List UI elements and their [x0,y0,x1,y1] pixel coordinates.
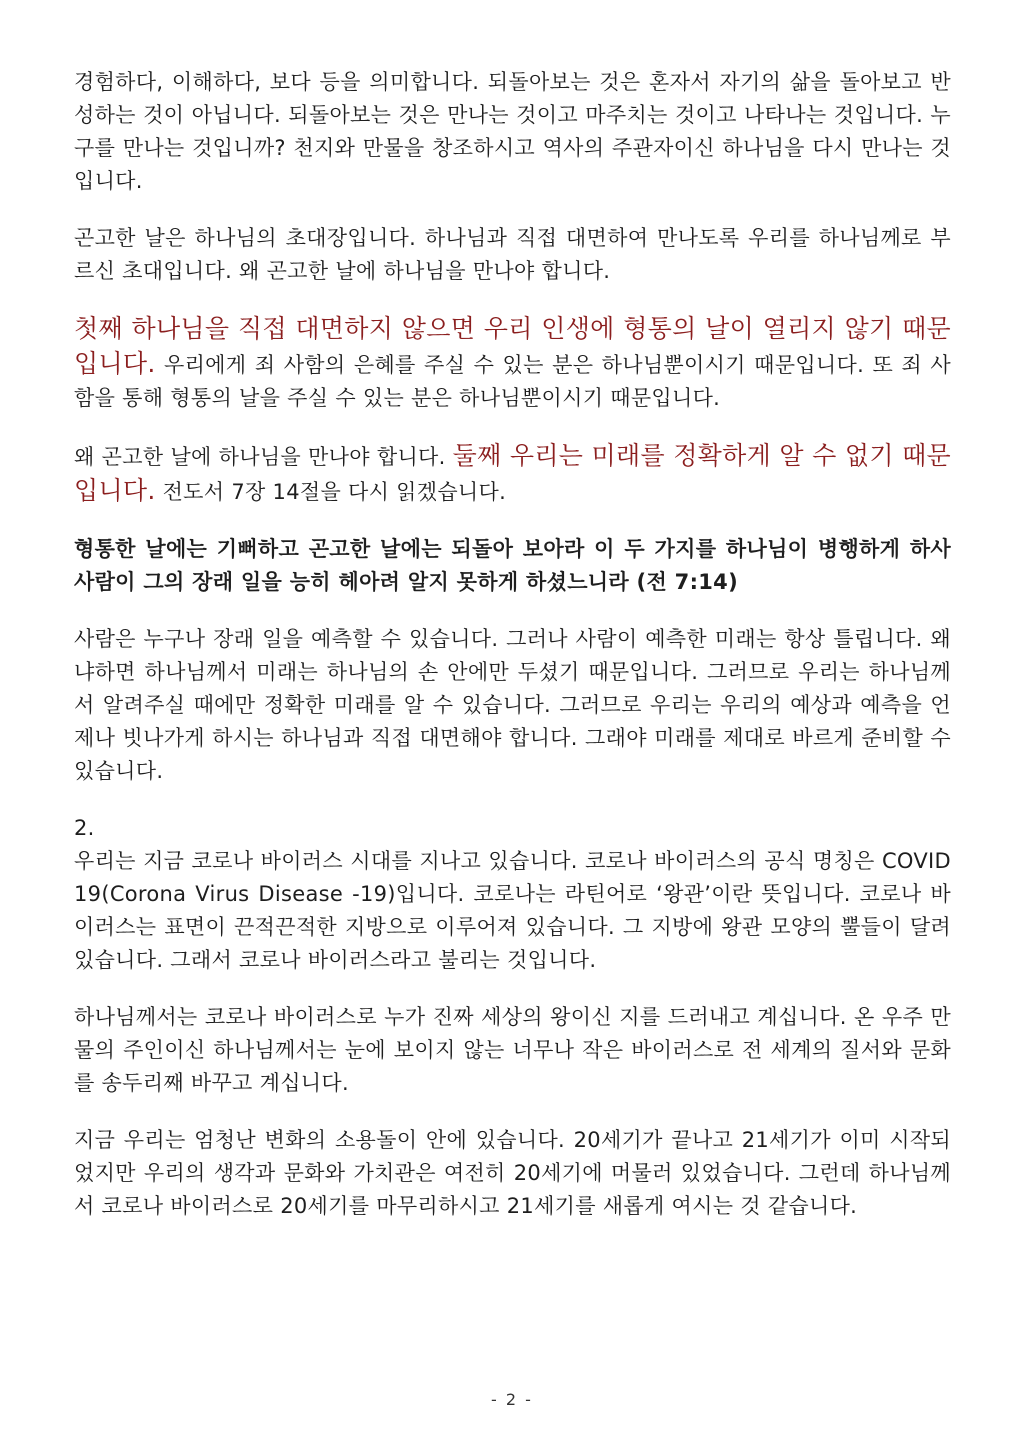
section-number: 2. [74,816,95,840]
page-body [74,66,951,1247]
paragraph-6: 우리는 지금 코로나 바이러스 시대를 지나고 있습니다. 코로나 바이러스의 공식 명칭은 COVID 19(Corona Virus Disease -19)입니다. 코로나는 라틴어로 ‘왕관’이란 뜻입니다. 코로나 바이러스는 표면이 끈적끈적한 지방으로 이루어져 있습니다. 그 지방에 왕관 모양의 뿔들이 달려있습니다. 그래서 코로나 바이러스라고 불리는 것입니다. [74,849,951,972]
emphasis-first-reason: 첫째 하나님을 직접 대면하지 않으면 우리 인생에 형통의 날이 열리지 않기 때문입니다. [74,314,951,378]
paragraph-8: 지금 우리는 엄청난 변화의 소용돌이 안에 있습니다. 20세기가 끝나고 21세기가 이미 시작되었지만 우리의 생각과 문화와 가치관은 여전히 20세기에 머물러 있었습니다. 그런데 하나님께서 코로나 바이러스로 20세기를 마무리하시고 21세기를 새롭게 여시는 것 같습니다. [74,1128,951,1218]
scripture-verse: 형통한 날에는 기뻐하고 곤고한 날에는 되돌아 보아라 이 두 가지를 하나님이 병행하게 하사 사람이 그의 장래 일을 능히 헤아려 알지 못하게 하셨느니라 (전 7:14) [74,537,951,594]
paragraph-2: 곤고한 날은 하나님의 초대장입니다. 하나님과 직접 대면하여 만나도록 우리를 하나님께로 부르신 초대입니다. 왜 곤고한 날에 하나님을 만나야 합니다. [74,226,951,283]
emphasis-second-reason: 둘째 우리는 미래를 정확하게 알 수 없기 때문입니다. [74,441,951,505]
paragraph-1: 경험하다, 이해하다, 보다 등을 의미합니다. 되돌아보는 것은 혼자서 자기의 삶을 돌아보고 반성하는 것이 아닙니다. 되돌아보는 것은 만나는 것이고 마주치는 것이고 나타나는 것입니다. 누구를 만나는 것입니까? 천지와 만물을 창조하시고 역사의 주관자이신 하나님을 다시 만나는 것입니다. [74,70,951,193]
paragraph-7: 하나님께서는 코로나 바이러스로 누가 진짜 세상의 왕이신 지를 드러내고 계십니다. 온 우주 만물의 주인이신 하나님께서는 눈에 보이지 않는 너무나 작은 바이러스로 전 세계의 질서와 문화를 송두리째 바꾸고 계십니다. [74,1005,951,1095]
paragraph-4 [74,439,951,509]
page-number: - 2 - [491,1390,533,1409]
paragraph-5: 사람은 누구나 장래 일을 예측할 수 있습니다. 그러나 사람이 예측한 미래는 항상 틀립니다. 왜냐하면 하나님께서 미래는 하나님의 손 안에만 두셨기 때문입니다. 그러므로 우리는 하나님께서 알려주실 때에만 정확한 미래를 알 수 있습니다. 그러므로 우리는 우리의 예상과 예측을 언제나 빗나가게 하시는 하나님과 직접 대면해야 합니다. 그래야 미래를 제대로 바르게 준비할 수 있습니다. [74,627,951,783]
paragraph-4-text: 전도서 7장 14절을 다시 읽겠습니다. [155,480,507,504]
paragraph-3 [74,312,951,415]
paragraph-4-lead: 왜 곤고한 날에 하나님을 만나야 합니다. [74,445,453,469]
paragraph-3-text: 우리에게 죄 사함의 은혜를 주실 수 있는 분은 하나님뿐이시기 때문입니다. 또 죄 사함을 통해 형통의 날을 주실 수 있는 분은 하나님뿐이시기 때문입니다. [74,353,951,410]
